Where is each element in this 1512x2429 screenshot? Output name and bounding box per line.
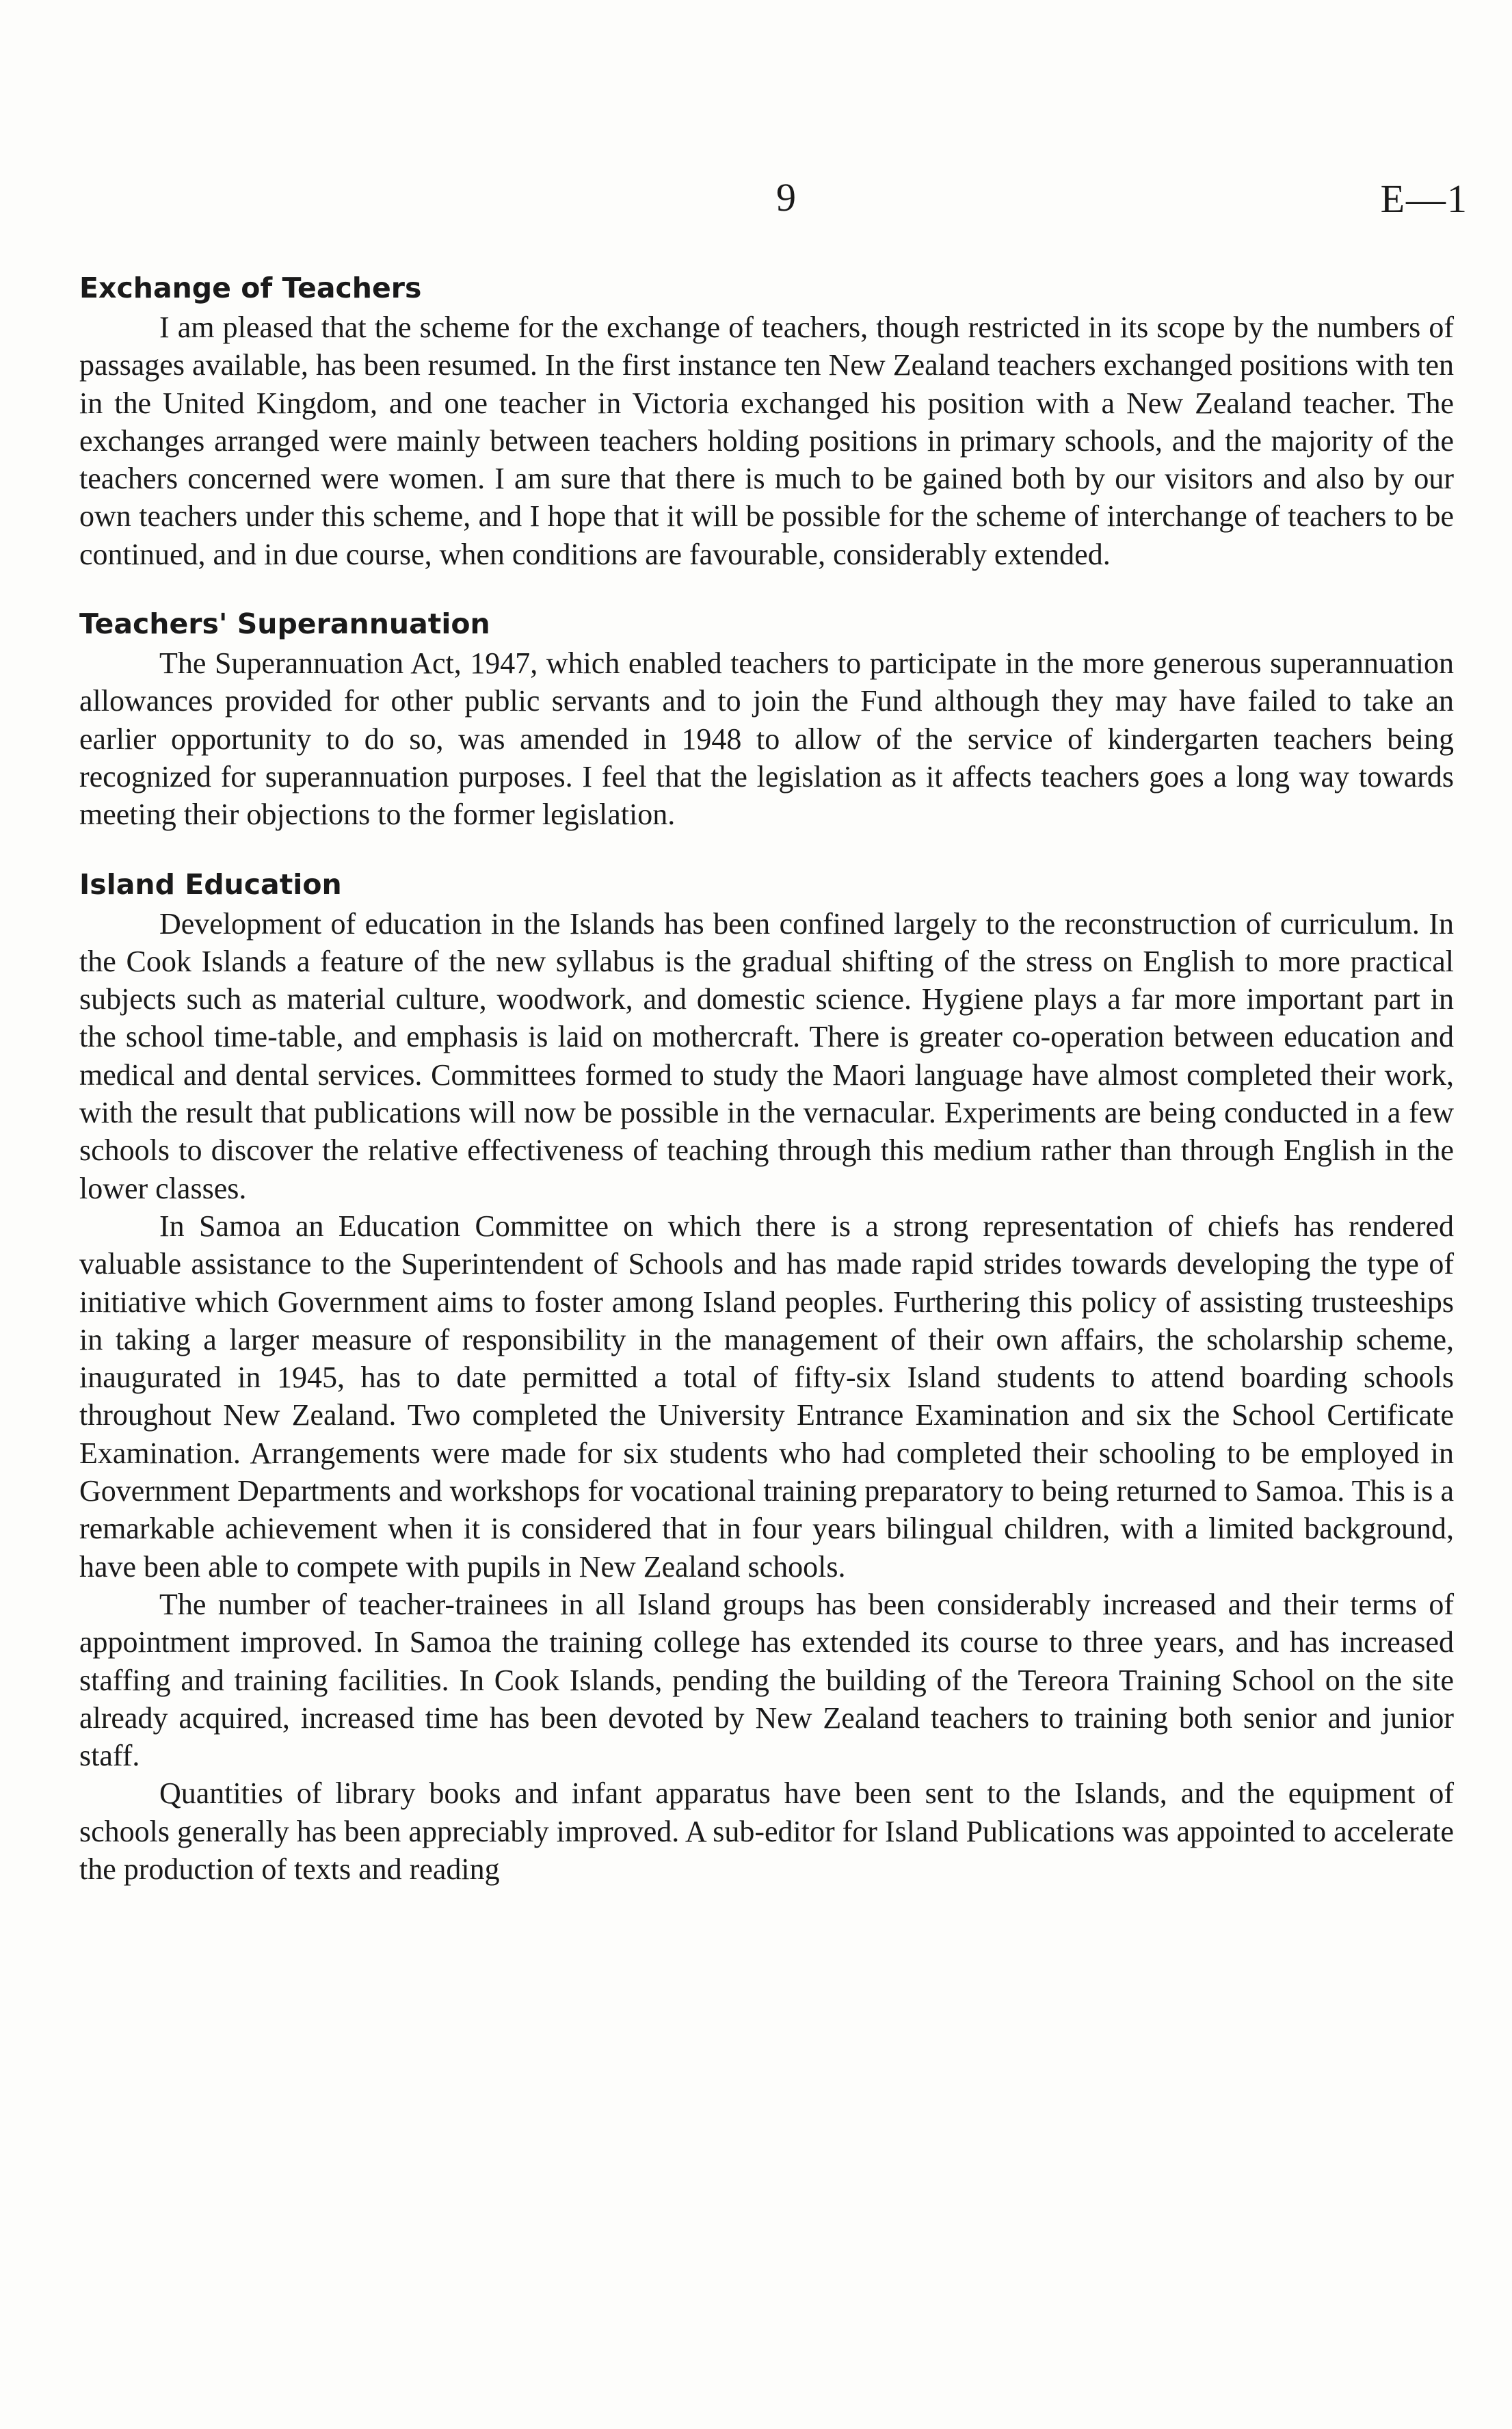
paragraph: Quantities of library books and infant apparatus have been sent to the Islands, and the equipment of schools generally has been appreciably improved. A sub-editor for Island Publications was appointed to accelerate the production of texts and reading — [79, 1776, 1454, 1886]
section-teachers-superannuation — [79, 606, 1454, 833]
paragraph: Development of education in the Islands has been confined largely to the reconstruction of curriculum. In the Cook Islands a feature of the new syllabus is the gradual shifting of the stress on English to more practical subjects such as material culture, woodwork, and domestic science. Hygiene plays a far more important part in the school time-table, and emphasis is laid on mothercraft. There is greater co-operation between education and medical and dental services. Committees formed to study the Maori language have almost completed their work, with the result that publications will now be possible in the vernacular. Experiments are being conducted in a few schools to discover the relative effectiveness of teaching through this medium rather than through English in the lower classes. — [79, 906, 1454, 1205]
page-content — [79, 270, 1454, 1888]
page-number: 9 — [776, 175, 796, 220]
section-heading: Island Education — [79, 867, 342, 901]
paragraph: I am pleased that the scheme for the exchange of teachers, though restricted in its scope by the numbers of passages available, has been resumed. In the first instance ten New Zealand teachers exchanged positions with ten in the United Kingdom, and one teacher in Victoria exchanged his position with a New Zealand teacher. The exchanges arranged were mainly between teachers holding positions in primary schools, and the majority of the teachers concerned were women. I am sure that there is much to be gained both by our visitors and also by our own teachers under this scheme, and I hope that it will be possible for the scheme of interchange of teachers to be continued, and in due course, when conditions are favourable, considerably extended. — [79, 311, 1454, 571]
section-heading: Exchange of Teachers — [79, 272, 422, 304]
paragraph: The number of teacher-trainees in all Island groups has been considerably increased and their terms of appointment improved. In Samoa the training college has extended its course to three years, and has increased staffing and training facilities. In Cook Islands, pending the building of the Tereora Training School on the site already acquired, increased time has been devoted by New Zealand teachers to training both senior and junior staff. — [79, 1587, 1454, 1773]
section-exchange-of-teachers — [79, 270, 1454, 573]
paragraph: In Samoa an Education Committee on which there is a strong representation of chiefs has rendered valuable assistance to the Superintendent of Schools and has made rapid strides towards developing the type of initiative which Government aims to foster among Island peoples. Furthering this policy of assisting trusteeships in taking a larger measure of responsibility in the management of their own affairs, the scholarship scheme, inaugurated in 1945, has to date permitted a total of fifty-six Island students to attend boarding schools throughout New Zealand. Two completed the University Entrance Examination and six the School Certificate Examination. Arrangements were made for six students who had completed their schooling to be employed in Government Departments and workshops for vocational training preparatory to being returned to Samoa. This is a remarkable achievement when it is considered that in four years bilingual children, with a limited background, have been able to compete with pupils in New Zealand schools. — [79, 1209, 1454, 1584]
section-island-education — [79, 867, 1454, 1889]
report-code: E—1 — [1380, 176, 1468, 221]
section-heading: Teachers' Superannuation — [79, 607, 490, 641]
paragraph: The Superannuation Act, 1947, which enabled teachers to participate in the more generous superannuation allowances provided for other public servants and to join the Fund although they may have failed to take an earlier opportunity to do so, was amended in 1948 to allow of the service of kindergarten teachers being recognized for superannuation purposes. I feel that the legislation as it affects teachers goes a long way towards meeting their objections to the former legislation. — [79, 646, 1454, 832]
